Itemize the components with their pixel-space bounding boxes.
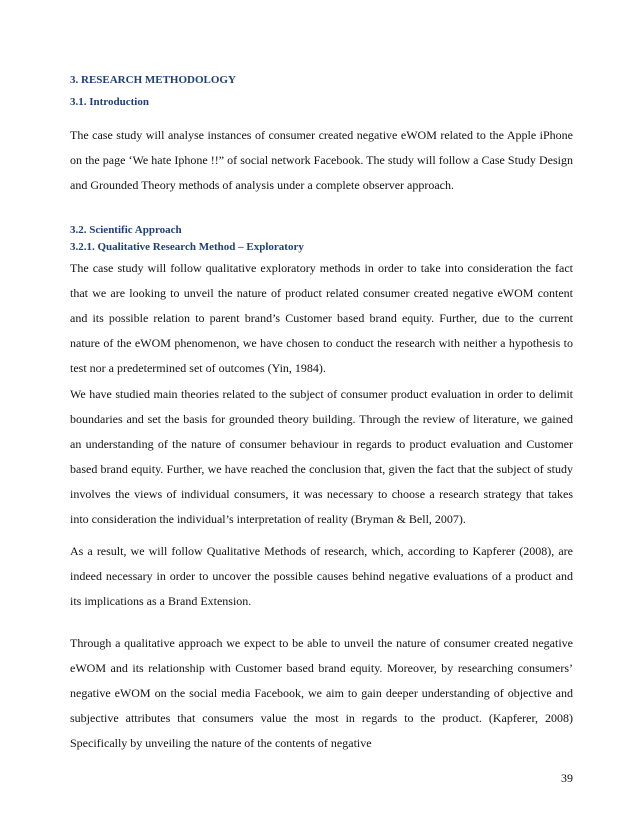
approach-paragraph: Through a qualitative approach we expect to be able to unveil the nature of consumer created negative eWOM and its relationship with Customer based brand equity. Moreover, by researching consumers’ negative eWOM on the social media Facebook, we aim to gain deeper understanding of objective and subjective attributes that consumers value the most in regards to the product. (Kapferer, 2008) Specifically by unveiling the nature of the contents of negative xyxy=(70,636,573,750)
qualitative-paragraph: The case study will follow qualitative exploratory methods in order to take into consideration the fact that we are looking to unveil the nature of product related consumer created negative eWOM content and its possible relation to parent brand’s Customer based brand equity. Further, due to the current nature of the eWOM phenomenon, we have chosen to conduct the research with neither a hypothesis to test nor a predetermined set of outcomes (Yin, 1984). xyxy=(70,261,573,375)
intro-paragraph: The case study will analyse instances of consumer created negative eWOM related to the Apple iPhone on the page ‘We hate Iphone !!” of social network Facebook. The study will follow a Case Study Design and Grounded Theory methods of analysis under a complete observer approach. xyxy=(70,128,573,192)
qualitative-method-heading: 3.2.1. Qualitative Research Method – Exploratory xyxy=(70,241,304,253)
result-paragraph: As a result, we will follow Qualitative Methods of research, which, according to Kapferer (2008), are indeed necessary in order to uncover the possible causes behind negative evaluations of a product and its implications as a Brand Extension. xyxy=(70,544,573,608)
theories-paragraph: We have studied main theories related to the subject of consumer product evaluation in order to delimit boundaries and set the basis for grounded theory building. Through the review of literature, we gained an understanding of the nature of consumer behaviour in regards to product evaluation and Customer based brand equity. Further, we have reached the conclusion that, given the fact that the subject of study involves the views of individual consumers, it was necessary to choose a research strategy that takes into consideration the individual’s interpretation of reality (Bryman & Bell, 2007). xyxy=(70,387,573,526)
introduction-heading: 3.1. Introduction xyxy=(70,96,149,108)
section-heading: 3. RESEARCH METHODOLOGY xyxy=(70,74,236,86)
page-number: 39 xyxy=(561,771,573,785)
document-page xyxy=(70,0,573,826)
scientific-approach-heading: 3.2. Scientific Approach xyxy=(70,224,182,236)
